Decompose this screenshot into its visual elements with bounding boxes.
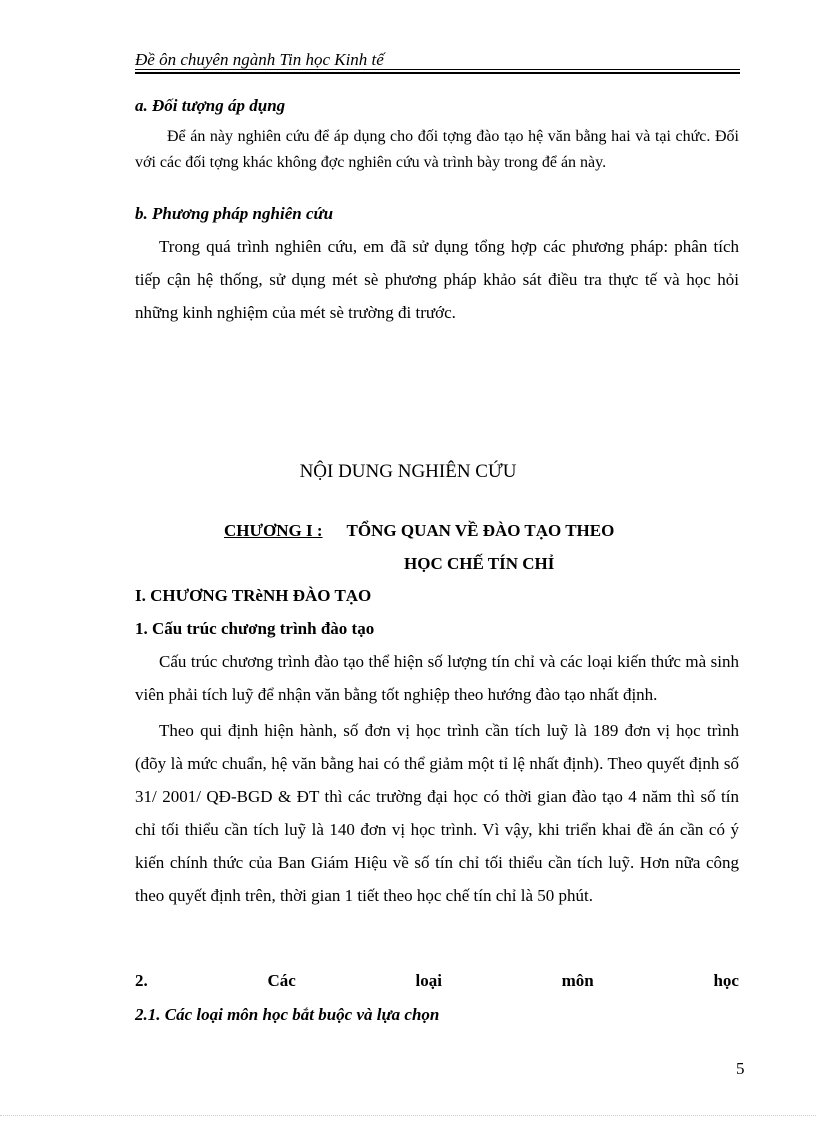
header-rule-thin <box>135 69 740 70</box>
subsection-2-word: 2. <box>135 971 148 990</box>
subsection-1-paragraph-1: Cấu trúc chương trình đào tạo thể hiện số lượng tín chỉ và các loại kiến thức mà sinh viên phải tích luỹ để nhận văn bằng tốt nghiệp theo hướng đào tạo nhất định. <box>135 652 739 704</box>
subsection-1-heading: 1. Cấu trúc chương trình đào tạo <box>135 619 375 638</box>
section-I-heading: I. CHƯƠNG TRèNH ĐÀO TẠO <box>135 586 372 605</box>
header-rule-thick <box>135 72 740 74</box>
section-a-paragraph: Để án này nghiên cứu để áp dụng cho đối tợng đào tạo hệ văn bằng hai và tại chức. Đối với các đối tợng khác không đợc nghiên cứu và trình bày trong để án này. <box>135 128 739 171</box>
page-bottom-edge <box>0 1115 816 1116</box>
chapter-title-line1: TỔNG QUAN VỀ ĐÀO TẠO THEO <box>346 521 615 540</box>
header-title: Đề ôn chuyên ngành Tin học Kinh tế <box>135 50 384 69</box>
subsection-1-paragraph-2: Theo qui định hiện hành, số đơn vị học trình cần tích luỹ là 189 đơn vị học trình (đõy là mức chuẩn, hệ văn bằng hai có thể giảm một tỉ lệ nhất định). Theo quyết định số 31/ 2001/ QĐ-BGD & ĐT thì các trường đại học có thời gian đào tạo 4 năm thì số tín chỉ tối thiểu cần tích luỹ là 140 đơn vị học trình. Vì vậy, khi triển khai đề án cần có ý kiến chính thức của Ban Giám Hiệu về số tín chỉ tối thiểu cần tích luỹ. Hơn nữa công theo quyết định trên, thời gian 1 tiết theo học chế tín chỉ là 50 phút. <box>135 721 739 905</box>
subsection-2-word: học <box>713 971 739 990</box>
chapter-title-line2: HỌC CHẾ TÍN CHỈ <box>404 554 555 573</box>
chapter-label: CHƯƠNG I : <box>224 521 323 540</box>
subsection-2-word: loại <box>415 971 442 990</box>
main-title: NỘI DUNG NGHIÊN CỨU <box>299 461 517 482</box>
subsection-2-word: Các <box>267 971 296 990</box>
chapter-heading <box>224 521 614 541</box>
subsection-2-1-heading: 2.1. Các loại môn học bắt buộc và lựa chọn <box>135 1005 440 1024</box>
section-b-text <box>135 230 739 329</box>
page-number: 5 <box>736 1059 745 1078</box>
section-a-text <box>135 124 739 176</box>
section-a-heading: a. Đối tượng áp dụng <box>135 96 286 115</box>
section-b-heading: b. Phương pháp nghiên cứu <box>135 204 334 223</box>
subsection-2-heading <box>135 971 739 991</box>
subsection-1-text <box>135 645 739 912</box>
section-b-paragraph: Trong quá trình nghiên cứu, em đã sử dụng tổng hợp các phương pháp: phân tích tiếp cận hệ thống, sử dụng mét sè phương pháp khảo sát điều tra thực tế và học hỏi những kinh nghiệm của mét sè trường đi trước. <box>135 237 739 322</box>
subsection-2-word: môn <box>561 971 594 990</box>
